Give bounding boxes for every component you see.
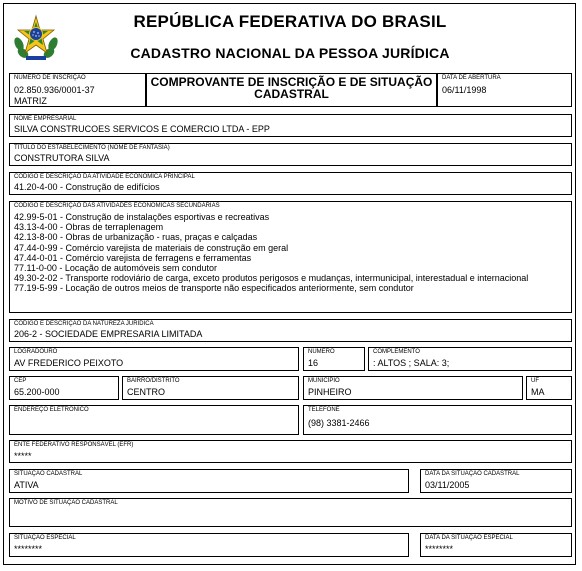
opening-date-box [437, 73, 572, 107]
special-date-label: DATA DA SITUAÇÃO ESPECIAL [425, 535, 513, 541]
efr-label: ENTE FEDERATIVO RESPONSÁVEL (EFR) [14, 442, 134, 448]
trade-name-box [9, 143, 572, 166]
phone-box [303, 405, 572, 435]
secondary-activities-box [9, 201, 572, 313]
special-status-value: ******** [14, 544, 43, 554]
status-reason-label: MOTIVO DE SITUAÇÃO CADASTRAL [14, 500, 118, 506]
registration-number-label: NÚMERO DE INSCRIÇÃO [14, 75, 86, 81]
email-box [9, 405, 299, 435]
list-item: 47.44-0-01 - Comércio varejista de ferragens e ferramentas [14, 252, 252, 263]
list-item: 42.13-8-00 - Obras de urbanização - ruas, praças e calçadas [14, 232, 258, 243]
page-subtitle: CADASTRO NACIONAL DA PESSOA JURÍDICA [130, 45, 450, 61]
secondary-activities-label: CÓDIGO E DESCRIÇÃO DAS ATIVIDADES ECONÔMICAS SECUNDÁRIAS [14, 203, 220, 209]
efr-value: ***** [14, 451, 32, 461]
special-status-label: SITUAÇÃO ESPECIAL [14, 535, 76, 541]
registration-number-box [9, 73, 146, 107]
trade-name-value: CONSTRUTORA SILVA [14, 153, 110, 163]
district-value: CENTRO [127, 387, 165, 397]
address-number-label: NÚMERO [308, 349, 335, 355]
address-number-value: 16 [308, 358, 319, 368]
brazil-coat-of-arms-icon [12, 14, 60, 62]
registration-type-value: MATRIZ [14, 96, 47, 106]
registration-number-value: 02.850.936/0001-37 [14, 85, 95, 95]
document-title: COMPROVANTE DE INSCRIÇÃO E DE SITUAÇÃO CADASTRAL [150, 75, 433, 101]
status-reason-box [9, 498, 572, 527]
uf-box [526, 376, 572, 400]
city-label: MUNICÍPIO [308, 378, 340, 384]
efr-box [9, 440, 572, 463]
cep-value: 65.200-000 [14, 387, 60, 397]
trade-name-label: TÍTULO DO ESTABELECIMENTO (NOME DE FANTASIA) [14, 145, 170, 151]
company-name-value: SILVA CONSTRUCOES SERVICOS E COMERCIO LTDA - EPP [14, 124, 270, 134]
status-date-value: 03/11/2005 [425, 480, 470, 490]
district-box [122, 376, 299, 400]
main-activity-value: 41.20-4-00 - Construção de edifícios [14, 182, 160, 192]
special-date-box [420, 533, 572, 557]
legal-nature-label: CÓDIGO E DESCRIÇÃO DA NATUREZA JURÍDICA [14, 321, 154, 327]
main-activity-label: CÓDIGO E DESCRIÇÃO DA ATIVIDADE ECONÔMICA PRINCIPAL [14, 174, 195, 180]
phone-label: TELEFONE [308, 407, 340, 413]
list-item: 47.44-0-99 - Comércio varejista de materiais de construção em geral [14, 242, 289, 253]
uf-value: MA [531, 387, 545, 397]
status-date-box [420, 469, 572, 493]
list-item: 43.13-4-00 - Obras de terraplenagem [14, 222, 164, 233]
complement-box [368, 347, 572, 371]
uf-label: UF [531, 378, 539, 384]
status-label: SITUAÇÃO CADASTRAL [14, 471, 83, 477]
document-title-box [146, 73, 437, 107]
legal-nature-box [9, 319, 572, 342]
opening-date-value: 06/11/1998 [442, 85, 487, 95]
opening-date-label: DATA DE ABERTURA [442, 75, 501, 81]
email-label: ENDEREÇO ELETRÔNICO [14, 407, 89, 413]
list-item: 77.19-5-99 - Locação de outros meios de transporte não especificados anteriormente, sem condutor [14, 283, 414, 294]
cep-label: CEP [14, 378, 27, 384]
main-activity-box [9, 172, 572, 195]
complement-value: : ALTOS ; SALA: 3; [373, 358, 450, 368]
secondary-activities-list [14, 212, 567, 294]
special-status-box [9, 533, 409, 557]
address-number-box [303, 347, 365, 371]
complement-label: COMPLEMENTO [373, 349, 420, 355]
city-box [303, 376, 523, 400]
company-name-box [9, 114, 572, 137]
status-date-label: DATA DA SITUAÇÃO CADASTRAL [425, 471, 520, 477]
company-name-label: NOME EMPRESARIAL [14, 116, 77, 122]
street-value: AV FREDERICO PEIXOTO [14, 358, 124, 368]
status-value: ATIVA [14, 480, 39, 490]
phone-value: (98) 3381-2466 [308, 418, 370, 428]
city-value: PINHEIRO [308, 387, 352, 397]
street-label: LOGRADOURO [14, 349, 58, 355]
cep-box [9, 376, 119, 400]
page-title: REPÚBLICA FEDERATIVA DO BRASIL [133, 12, 447, 31]
status-box [9, 469, 409, 493]
special-date-value: ******** [425, 544, 454, 554]
district-label: BAIRRO/DISTRITO [127, 378, 180, 384]
legal-nature-value: 206-2 - SOCIEDADE EMPRESARIA LIMITADA [14, 329, 203, 339]
list-item: 49.30-2-02 - Transporte rodoviário de carga, exceto produtos perigosos e mudanças, intermunicipal, interestadual e internacional [14, 273, 529, 284]
list-item: 42.99-5-01 - Construção de instalações esportivas e recreativas [14, 212, 270, 222]
list-item: 77.11-0-00 - Locação de automóveis sem condutor [14, 263, 217, 274]
street-box [9, 347, 299, 371]
